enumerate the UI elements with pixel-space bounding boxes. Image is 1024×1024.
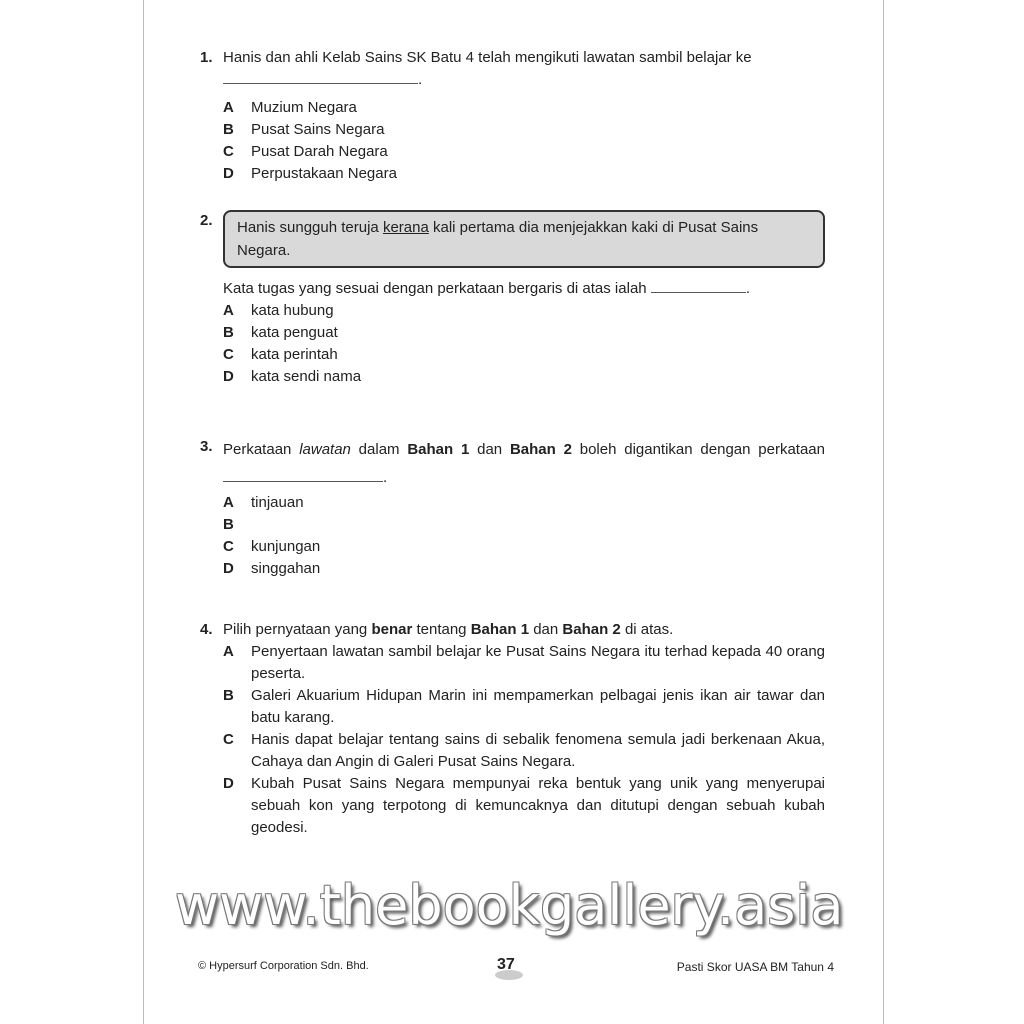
footer-copyright: © Hypersurf Corporation Sdn. Bhd. bbox=[198, 960, 369, 972]
option-letter: D bbox=[223, 560, 234, 577]
option-text: Pusat Darah Negara bbox=[251, 143, 388, 160]
option-text: Perpustakaan Negara bbox=[251, 165, 397, 182]
option-text: kunjungan bbox=[251, 538, 321, 555]
option-text: Penyertaan lawatan sambil belajar ke Pusat Sains Negara itu terhad kepada 40 orang peserta. bbox=[251, 643, 825, 682]
answer-blank bbox=[223, 467, 383, 482]
option-c bbox=[223, 344, 825, 366]
option-letter: D bbox=[223, 368, 234, 385]
sentence-box bbox=[223, 210, 825, 268]
option-letter: C bbox=[223, 346, 234, 363]
option-a bbox=[223, 492, 825, 514]
question-number: 4. bbox=[200, 621, 213, 638]
question-2: 2. Hanis sungguh teruja kerana kali pertama dia menjejakkan kaki di Pusat Sains Negara. Kata tugas yang sesuai dengan perkataan bergaris di atas ialah . A kata hubung B kata penguat C kata perintah D kata sendi nama bbox=[200, 210, 825, 388]
option-a bbox=[223, 97, 825, 119]
option-text: kata perintah bbox=[251, 346, 338, 363]
option-text: Hanis dapat belajar tentang sains di sebalik fenomena semula jadi berkenaan Akua, Cahaya dan Angin di Galeri Pusat Sains Negara. bbox=[251, 731, 825, 770]
option-letter: C bbox=[223, 143, 234, 160]
sentence-text: Hanis sungguh teruja bbox=[237, 219, 383, 236]
question-3 bbox=[200, 436, 825, 580]
option-letter: C bbox=[223, 731, 234, 748]
question-stem: Hanis dan ahli Kelab Sains SK Batu 4 telah mengikuti lawatan sambil belajar ke bbox=[223, 49, 752, 66]
option-text: Muzium Negara bbox=[251, 99, 357, 116]
question-stem: Kata tugas yang sesuai dengan perkataan bergaris di atas ialah bbox=[223, 280, 647, 297]
option-c bbox=[223, 141, 825, 163]
option-letter: B bbox=[223, 121, 234, 138]
option-text: kata penguat bbox=[251, 324, 338, 341]
option-letter: A bbox=[223, 302, 234, 319]
option-letter: D bbox=[223, 165, 234, 182]
page-edge-left bbox=[143, 0, 144, 1024]
option-c bbox=[223, 729, 825, 773]
option-b bbox=[223, 119, 825, 141]
option-letter: A bbox=[223, 494, 234, 511]
option-letter: D bbox=[223, 775, 234, 792]
option-letter: A bbox=[223, 99, 234, 116]
question-stem: Perkataan lawatan dalam Bahan 1 dan Bahan 2 boleh digantikan dengan perkataan . bbox=[223, 441, 825, 486]
question-4 bbox=[200, 619, 825, 839]
option-d bbox=[223, 163, 825, 185]
option-letter: B bbox=[223, 687, 234, 704]
option-text: Pusat Sains Negara bbox=[251, 121, 385, 138]
option-c bbox=[223, 536, 825, 558]
option-text: Galeri Akuarium Hidupan Marin ini mempamerkan pelbagai jenis ikan air tawar dan batu karang. bbox=[251, 687, 825, 726]
option-text: Kubah Pusat Sains Negara mempunyai reka bentuk yang unik yang menyerupai sebuah kon yang terpotong di kemuncaknya dan ditutupi dengan sebuah kubah geodesi. bbox=[251, 775, 825, 836]
watermark: www.thebookgallery.asia bbox=[175, 874, 844, 937]
option-text: kata sendi nama bbox=[251, 368, 362, 385]
option-d bbox=[223, 773, 825, 839]
answer-blank bbox=[223, 69, 418, 84]
option-b bbox=[223, 514, 825, 536]
option-letter: C bbox=[223, 538, 234, 555]
sentence-text: kali pertama dia menjejakkan kaki di Pusat Sains Negara. bbox=[237, 219, 759, 259]
footer-book-title: Pasti Skor UASA BM Tahun 4 bbox=[676, 960, 834, 974]
option-letter: A bbox=[223, 643, 234, 660]
option-d bbox=[223, 366, 825, 388]
option-a bbox=[223, 300, 825, 322]
page-edge-right bbox=[883, 0, 884, 1024]
option-a bbox=[223, 641, 825, 685]
option-letter: B bbox=[223, 324, 234, 341]
question-number: 1. bbox=[200, 49, 213, 66]
option-text: kata hubung bbox=[251, 302, 334, 319]
underlined-word: kerana bbox=[382, 219, 429, 236]
option-text: tinjauan bbox=[251, 494, 304, 511]
option-b bbox=[223, 685, 825, 729]
answer-blank bbox=[651, 278, 746, 293]
option-text: singgahan bbox=[251, 560, 321, 577]
question-1: 1. Hanis dan ahli Kelab Sains SK Batu 4 telah mengikuti lawatan sambil belajar ke . A Muzium Negara B Pusat Sains Negara C Pusat Darah Negara D Perpustakaan Negara bbox=[200, 47, 825, 185]
question-number: 2. bbox=[200, 212, 213, 229]
option-letter: B bbox=[223, 516, 234, 533]
page-number: 37 bbox=[497, 956, 515, 973]
question-stem: Pilih pernyataan yang benar tentang Bahan 1 dan Bahan 2 di atas. bbox=[223, 621, 674, 638]
option-b bbox=[223, 322, 825, 344]
question-number: 3. bbox=[200, 438, 213, 455]
option-d bbox=[223, 558, 825, 580]
